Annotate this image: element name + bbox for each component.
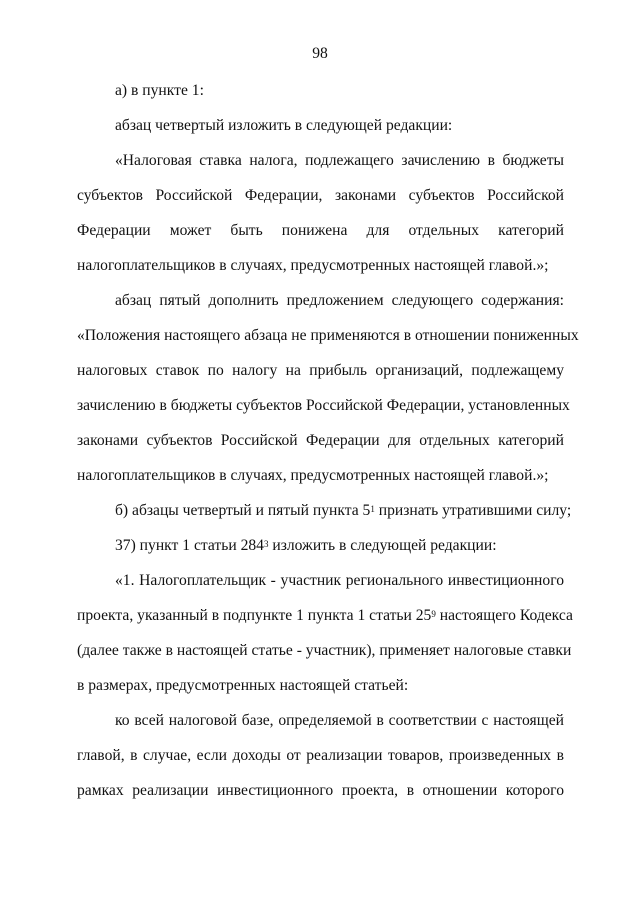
text-line: Федерации может быть понижена для отдельных категорий [77, 222, 564, 239]
text-line: «Налоговая ставка налога, подлежащего зачислению в бюджеты [115, 152, 564, 169]
text-line: законами субъектов Российской Федерации для отдельных категорий [77, 432, 564, 449]
text-line: зачислению в бюджеты субъектов Российской Федерации, установленных [77, 397, 570, 414]
text-fragment: проекта, указанный в подпункте 1 пункта 1 статьи 25 [77, 607, 432, 624]
text-line: абзац четвертый изложить в следующей редакции: [115, 117, 453, 134]
text-line: «1. Налогоплательщик - участник регионального инвестиционного [115, 572, 564, 589]
text-line: в размерах, предусмотренных настоящей статьей: [77, 677, 409, 694]
text-line: (далее также в настоящей статье - участник), применяет налоговые ставки [77, 642, 572, 659]
text-line: рамках реализации инвестиционного проекта, в отношении которого [77, 782, 564, 799]
text-fragment: 37) пункт 1 статьи 284 [115, 537, 264, 554]
superscript: 3 [263, 539, 269, 549]
text-fragment: изложить в следующей редакции: [268, 537, 497, 554]
page-number: 98 [312, 45, 328, 62]
text-line: налоговых ставок по налогу на прибыль организаций, подлежащему [77, 362, 564, 379]
text-line [115, 501, 572, 521]
text-line: главой, в случае, если доходы от реализации товаров, произведенных в [77, 747, 564, 764]
superscript: 1 [370, 504, 375, 514]
text-line: абзац пятый дополнить предложением следующего содержания: [115, 292, 564, 309]
text-line: а) в пункте 1: [115, 82, 204, 99]
text-fragment: настоящего Кодекса [435, 607, 573, 624]
text-line: субъектов Российской Федерации, законами субъектов Российской [77, 187, 564, 204]
text-line: «Положения настоящего абзаца не применяются в отношении пониженных [77, 327, 579, 344]
text-fragment: б) абзацы четвертый и пятый пункта 5 [115, 502, 371, 519]
text-line: ко всей налоговой базе, определяемой в соответствии с настоящей [115, 712, 564, 729]
text-line [77, 606, 573, 626]
text-line: налогоплательщиков в случаях, предусмотренных настоящей главой.»; [77, 467, 549, 484]
text-fragment: признать утратившими силу; [374, 502, 572, 519]
text-line: налогоплательщиков в случаях, предусмотренных настоящей главой.»; [77, 257, 549, 274]
superscript: 9 [431, 609, 436, 619]
text-line [115, 536, 564, 556]
